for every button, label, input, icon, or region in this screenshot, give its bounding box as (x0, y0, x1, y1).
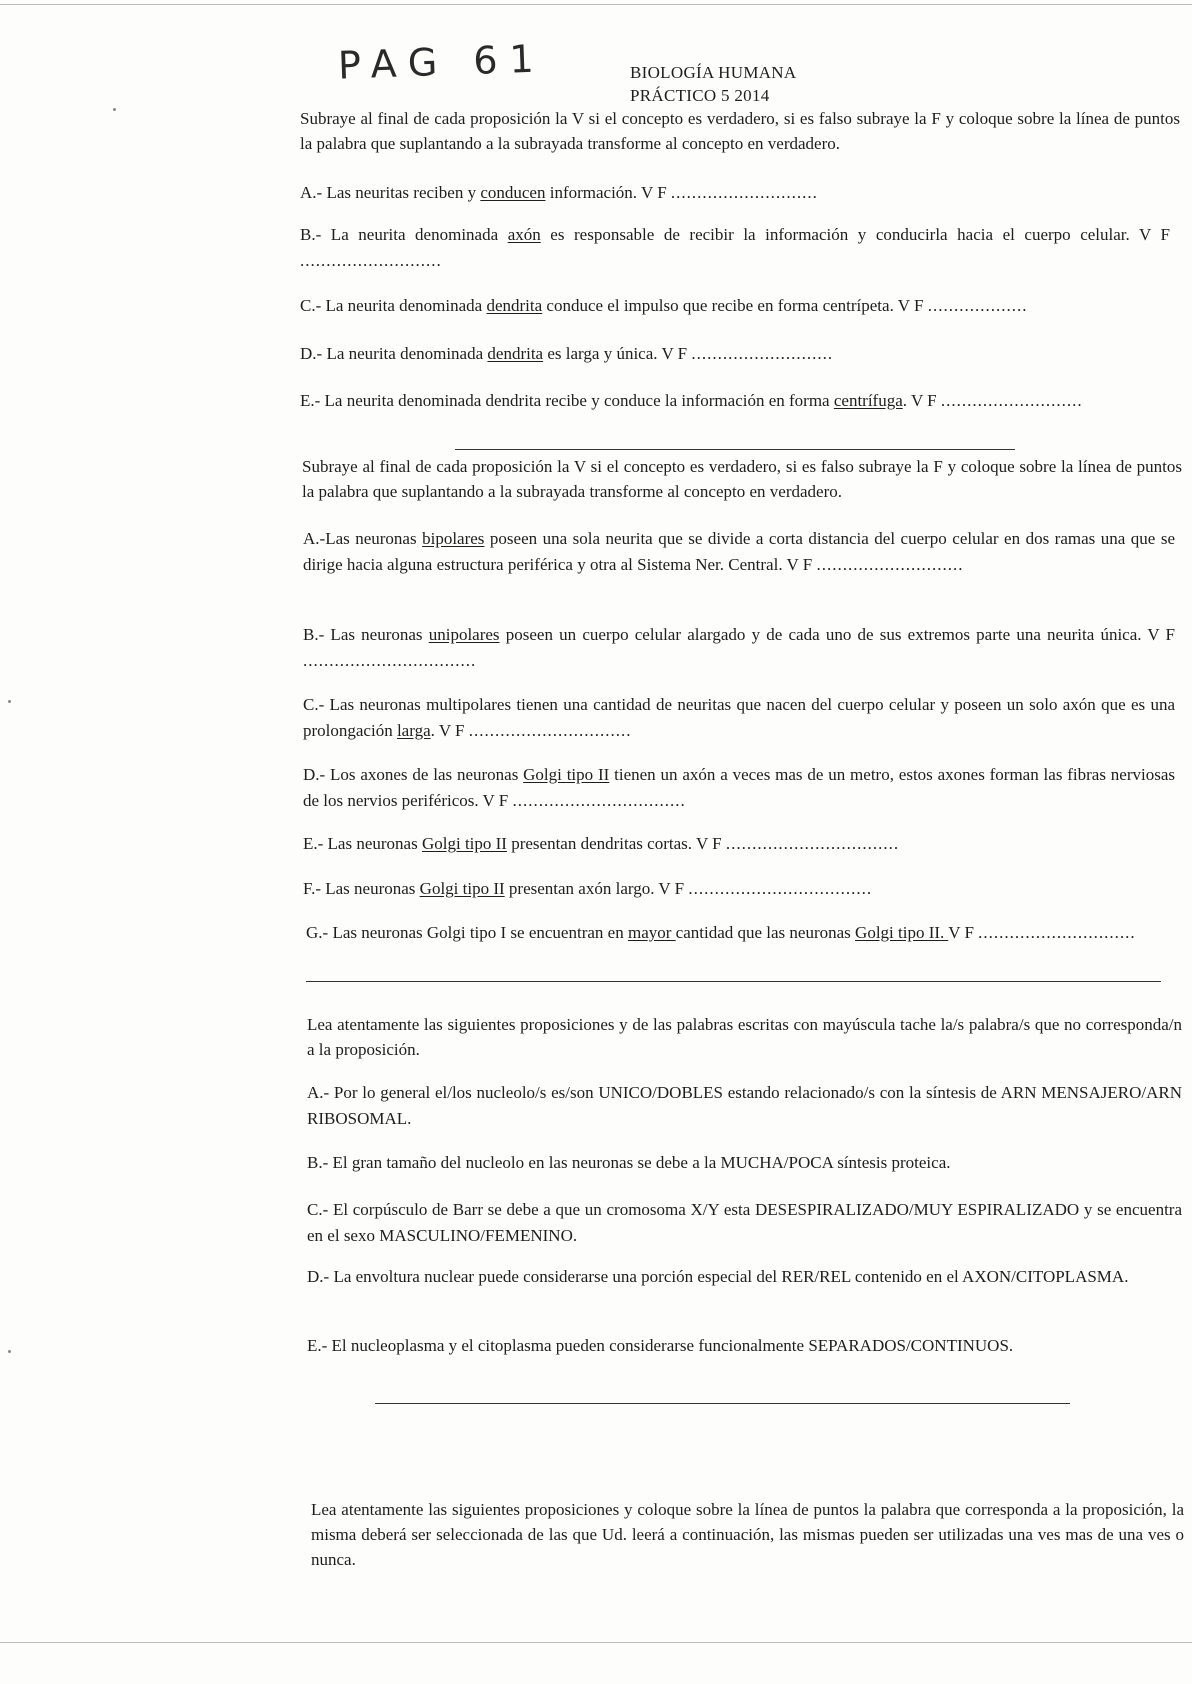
section-divider (375, 1403, 1070, 1404)
section-divider (306, 981, 1161, 982)
answer-dots[interactable]: ................................. (725, 834, 900, 853)
s1-item-b: B.- La neurita denominada axón es responsable de recibir la información y conducirla hacia el cuerpo celular. V F ........................... (300, 225, 1170, 270)
section1-instruction: Subraye al final de cada proposición la V si el concepto es verdadero, si es falso subraye la F y coloque sobre la línea de puntos la palabra que suplantando a la subrayada transforme al concepto en verdadero. (300, 109, 1180, 153)
answer-dots[interactable]: .............................. (978, 923, 1136, 942)
s2-item-f: F.- Las neuronas Golgi tipo II presentan axón largo. V F ................................... (303, 879, 873, 898)
answer-dots[interactable]: ............................ (816, 555, 964, 574)
answer-dots[interactable]: ................................... (688, 879, 873, 898)
page-title: BIOLOGÍA HUMANA (630, 63, 797, 82)
s2-item-c: C.- Las neuronas multipolares tienen una cantidad de neuritas que nacen del cuerpo celular y poseen un solo axón que es una prolongación larga. V F ............................... (303, 695, 1175, 740)
answer-dots[interactable]: ............................ (670, 183, 818, 202)
scan-bottom-edge (0, 1642, 1192, 1643)
section-divider (455, 449, 1015, 450)
scan-top-edge (0, 4, 1192, 5)
section3-instruction: Lea atentamente las siguientes proposiciones y de las palabras escritas con mayúscula tache la/s palabra/s que no corresponda/n a la proposición. (307, 1015, 1182, 1059)
answer-dots[interactable]: ................................. (512, 791, 686, 810)
answer-dots[interactable]: ........................... (940, 391, 1083, 410)
s3-item-a: A.- Por lo general el/los nucleolo/s es/son UNICO/DOBLES estando relacionado/s con la síntesis de ARN MENSAJERO/ARN RIBOSOMAL. (307, 1083, 1182, 1128)
handwritten-page-number: PAG 61 (337, 36, 547, 88)
scan-speck (8, 1350, 11, 1353)
s1-item-c: C.- La neurita denominada dendrita conduce el impulso que recibe en forma centrípeta. V F ................... (300, 296, 1028, 315)
section4-instruction: Lea atentamente las siguientes proposiciones y coloque sobre la línea de puntos la palabra que corresponda a la proposición, la misma deberá ser seleccionada de las que Ud. leerá a continuación, las mismas pueden ser utilizadas una ves mas de una ves o nunca. (311, 1500, 1184, 1569)
answer-dots[interactable]: ............................... (468, 721, 632, 740)
page-subtitle: PRÁCTICO 5 2014 (630, 86, 770, 105)
s2-item-a: A.-Las neuronas bipolares poseen una sola neurita que se divide a corta distancia del cuerpo celular en dos ramas una que se dirige hacia alguna estructura periférica y otra al Sistema Ner. Central. V F ............................ (303, 529, 1175, 574)
answer-dots[interactable]: ........................... (691, 344, 834, 363)
s1-item-a: A.- Las neuritas reciben y conducen información. V F ............................ (300, 183, 818, 202)
s1-item-d: D.- La neurita denominada dendrita es larga y única. V F ........................... (300, 344, 834, 363)
s2-item-d: D.- Los axones de las neuronas Golgi tipo II tienen un axón a veces mas de un metro, estos axones forman las fibras nerviosas de los nervios periféricos. V F ................................. (303, 765, 1176, 810)
scan-speck (8, 700, 11, 703)
s3-item-b: B.- El gran tamaño del nucleolo en las neuronas se debe a la MUCHA/POCA síntesis proteica. (307, 1153, 951, 1172)
s2-item-b: B.- Las neuronas unipolares poseen un cuerpo celular alargado y de cada uno de sus extremos parte una neurita única. V F ................................. (303, 625, 1175, 670)
answer-dots[interactable]: ........................... (300, 251, 442, 270)
s2-item-g: G.- Las neuronas Golgi tipo I se encuentran en mayor cantidad que las neuronas Golgi tipo II. V F .............................. (306, 923, 1136, 942)
answer-dots[interactable]: ................... (927, 296, 1028, 315)
s1-item-e: E.- La neurita denominada dendrita recibe y conduce la información en forma centrífuga. V F ........................... (300, 391, 1083, 410)
s2-item-e: E.- Las neuronas Golgi tipo II presentan dendritas cortas. V F ................................. (303, 834, 900, 853)
s3-item-c: C.- El corpúsculo de Barr se debe a que un cromosoma X/Y esta DESESPIRALIZADO/MUY ESPIRALIZADO y se encuentra en el sexo MASCULINO/FEMENINO. (307, 1200, 1182, 1245)
answer-dots[interactable]: ................................. (303, 651, 477, 670)
scan-speck (113, 108, 116, 111)
s3-item-e: E.- El nucleoplasma y el citoplasma pueden considerarse funcionalmente SEPARADOS/CONTINUOS. (307, 1336, 1014, 1355)
s3-item-d: D.- La envoltura nuclear puede considerarse una porción especial del RER/REL contenido en el AXON/CITOPLASMA. (307, 1267, 1129, 1286)
section2-instruction: Subraye al final de cada proposición la V si el concepto es verdadero, si es falso subraye la F y coloque sobre la línea de puntos la palabra que suplantando a la subrayada transforme al concepto en verdadero. (302, 457, 1182, 501)
